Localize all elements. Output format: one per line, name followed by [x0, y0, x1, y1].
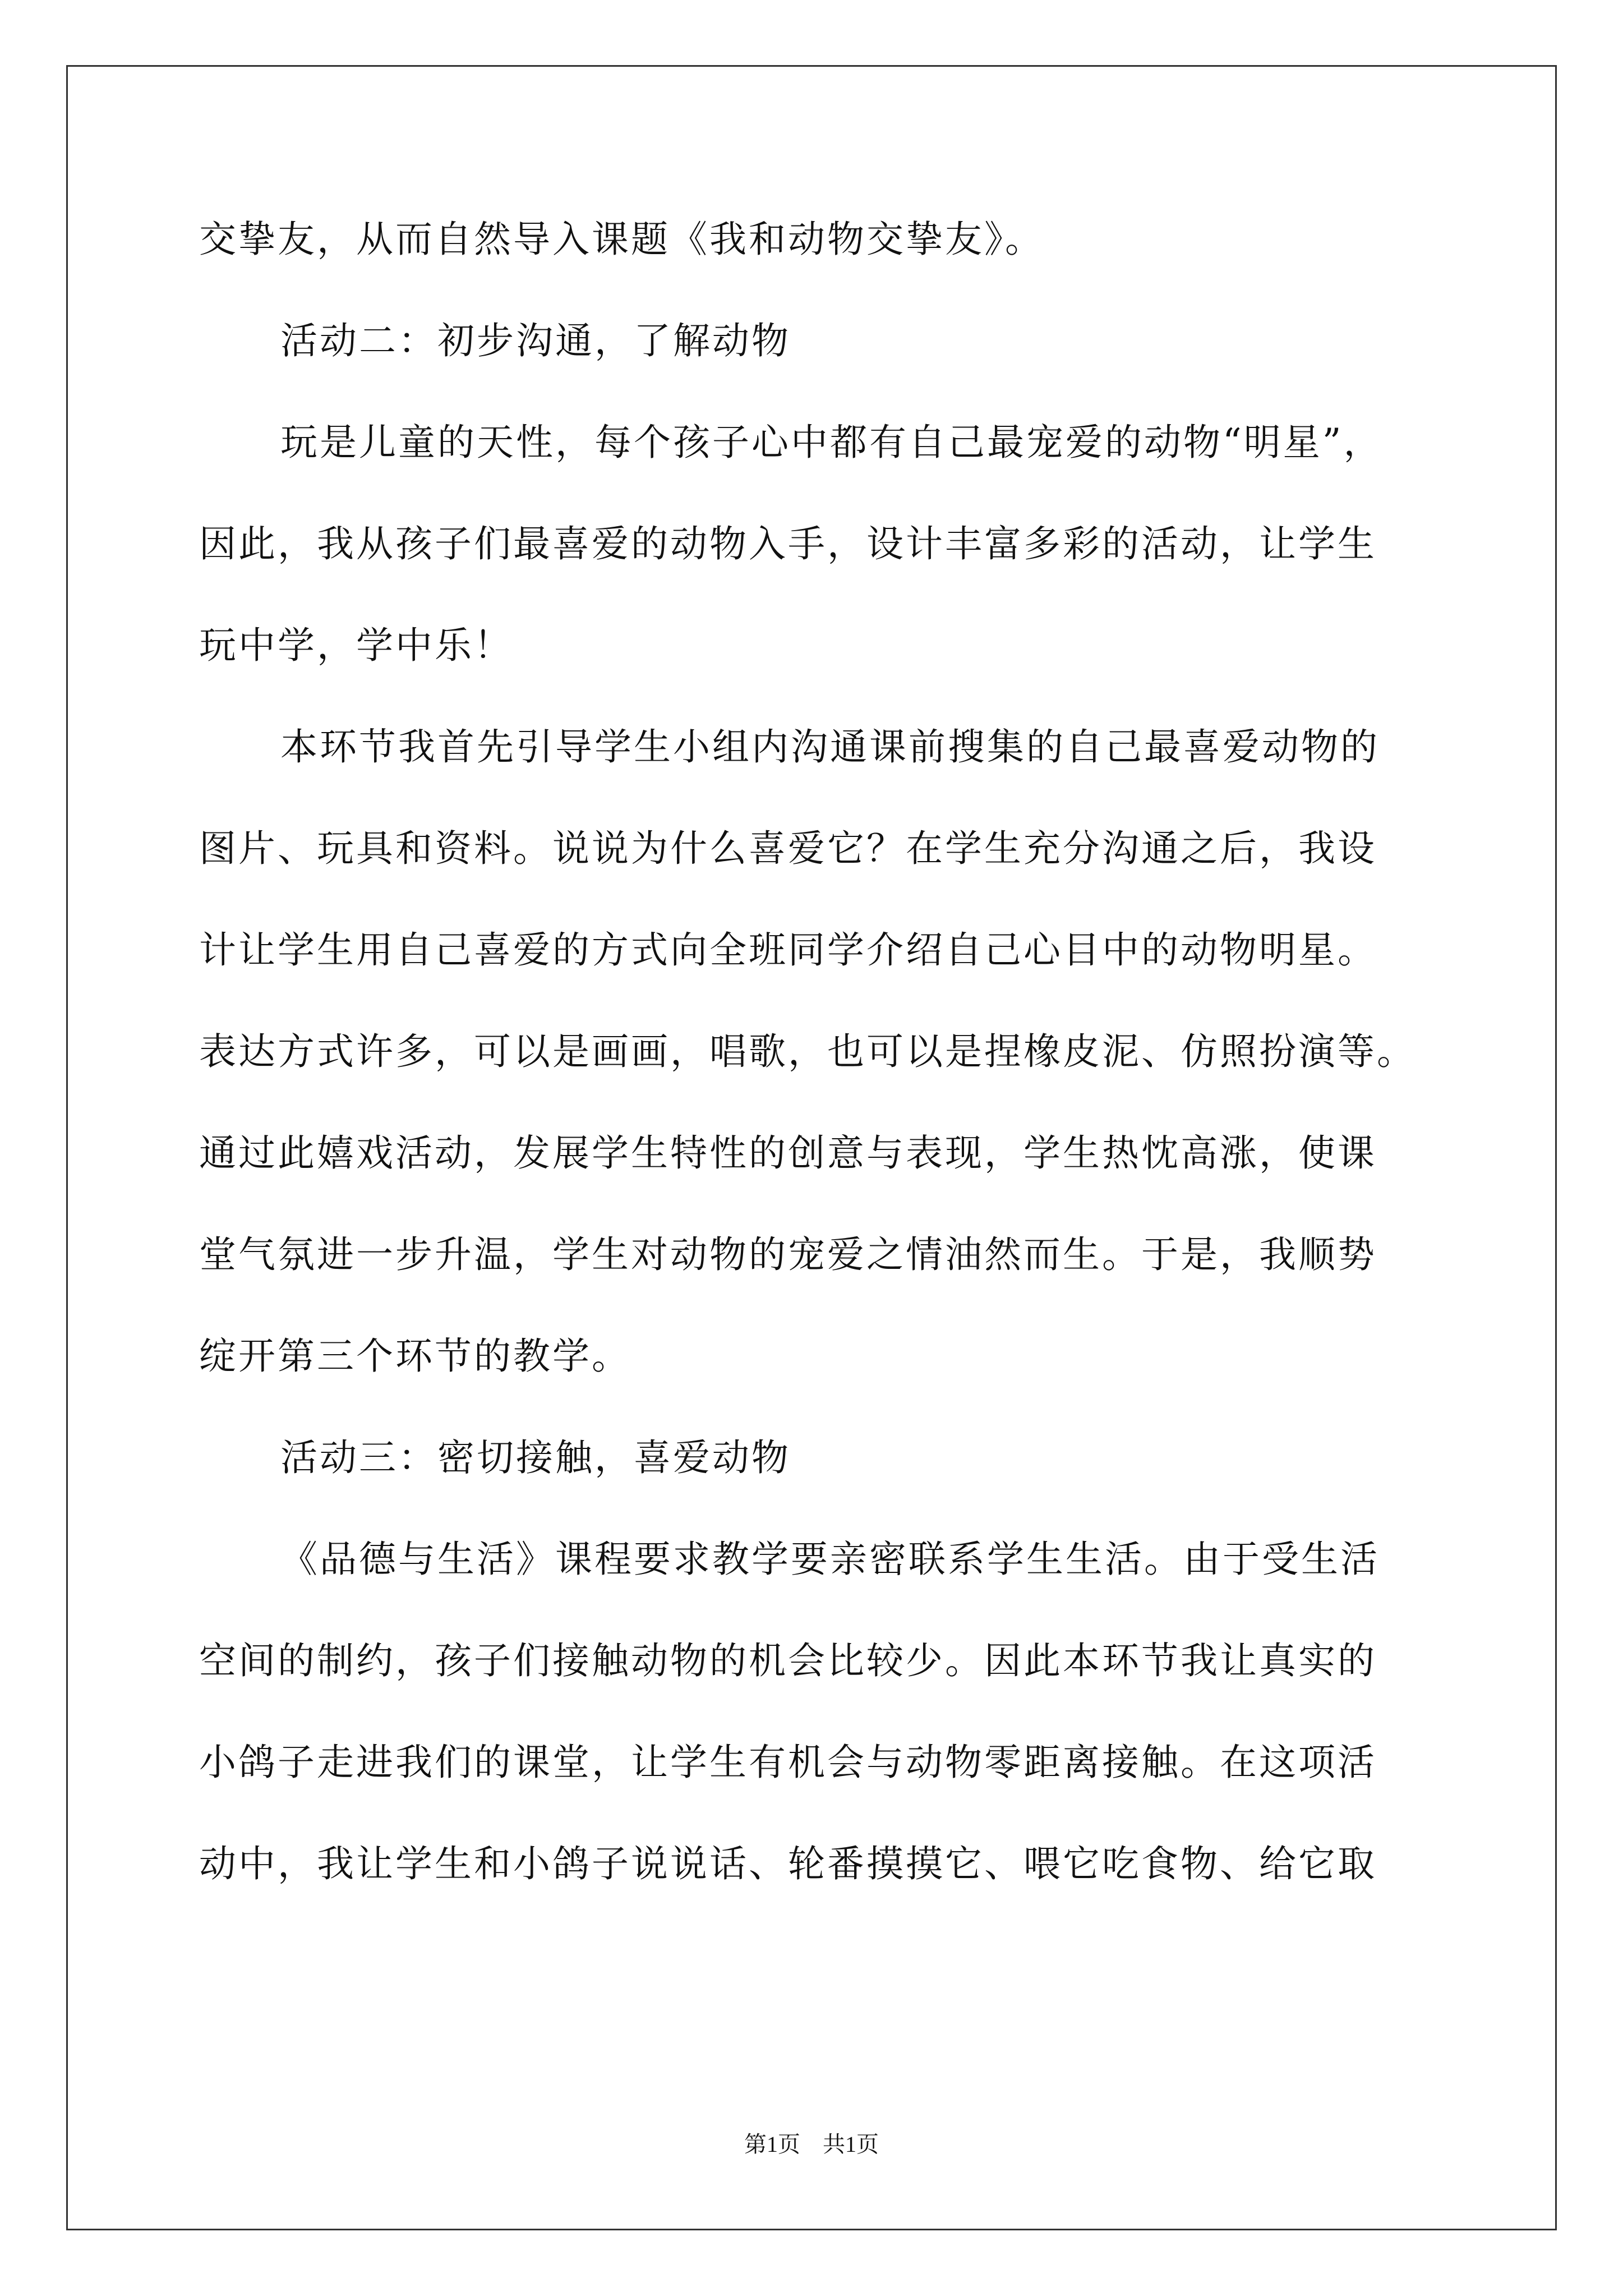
text-line: 《品德与生活》课程要求教学要亲密联系学生生活。由于受生活	[280, 1538, 1380, 1581]
section-heading-activity-3: 活动三：密切接触，喜爱动物	[280, 1436, 791, 1479]
text-line: 动中，我让学生和小鸽子说说话、轮番摸摸它、喂它吃食物、给它取	[199, 1842, 1377, 1885]
text-line: 交挚友，从而自然导入课题《我和动物交挚友》。	[199, 218, 1044, 261]
text-line: 因此，我从孩子们最喜爱的动物入手，设计丰富多彩的活动，让学生	[199, 522, 1377, 565]
section-heading-activity-2: 活动二：初步沟通，了解动物	[280, 319, 791, 362]
text-line: 通过此嬉戏活动，发展学生特性的创意与表现，学生热忱高涨，使课	[199, 1131, 1377, 1175]
text-line: 计让学生用自己喜爱的方式向全班同学介绍自己心目中的动物明星。	[199, 928, 1377, 972]
text-line: 堂气氛进一步升温，学生对动物的宠爱之情油然而生。于是，我顺势	[199, 1233, 1377, 1276]
text-line: 本环节我首先引导学生小组内沟通课前搜集的自己最喜爱动物的	[280, 725, 1380, 769]
text-line: 玩是儿童的天性，每个孩子心中都有自己最宠爱的动物“明星”，	[280, 421, 1383, 464]
text-line: 小鸽子走进我们的课堂，让学生有机会与动物零距离接触。在这项活	[199, 1741, 1377, 1784]
text-line: 玩中学，学中乐！	[199, 624, 513, 667]
text-line: 表达方式许多，可以是画画，唱歌，也可以是捏橡皮泥、仿照扮演等。	[199, 1030, 1416, 1073]
text-line: 图片、玩具和资料。说说为什么喜爱它？在学生充分沟通之后，我设	[199, 827, 1377, 870]
text-line: 绽开第三个环节的教学。	[199, 1335, 631, 1378]
text-line: 空间的制约，孩子们接触动物的机会比较少。因此本环节我让真实的	[199, 1639, 1377, 1682]
page-footer: 第1页 共1页	[744, 2132, 879, 2157]
